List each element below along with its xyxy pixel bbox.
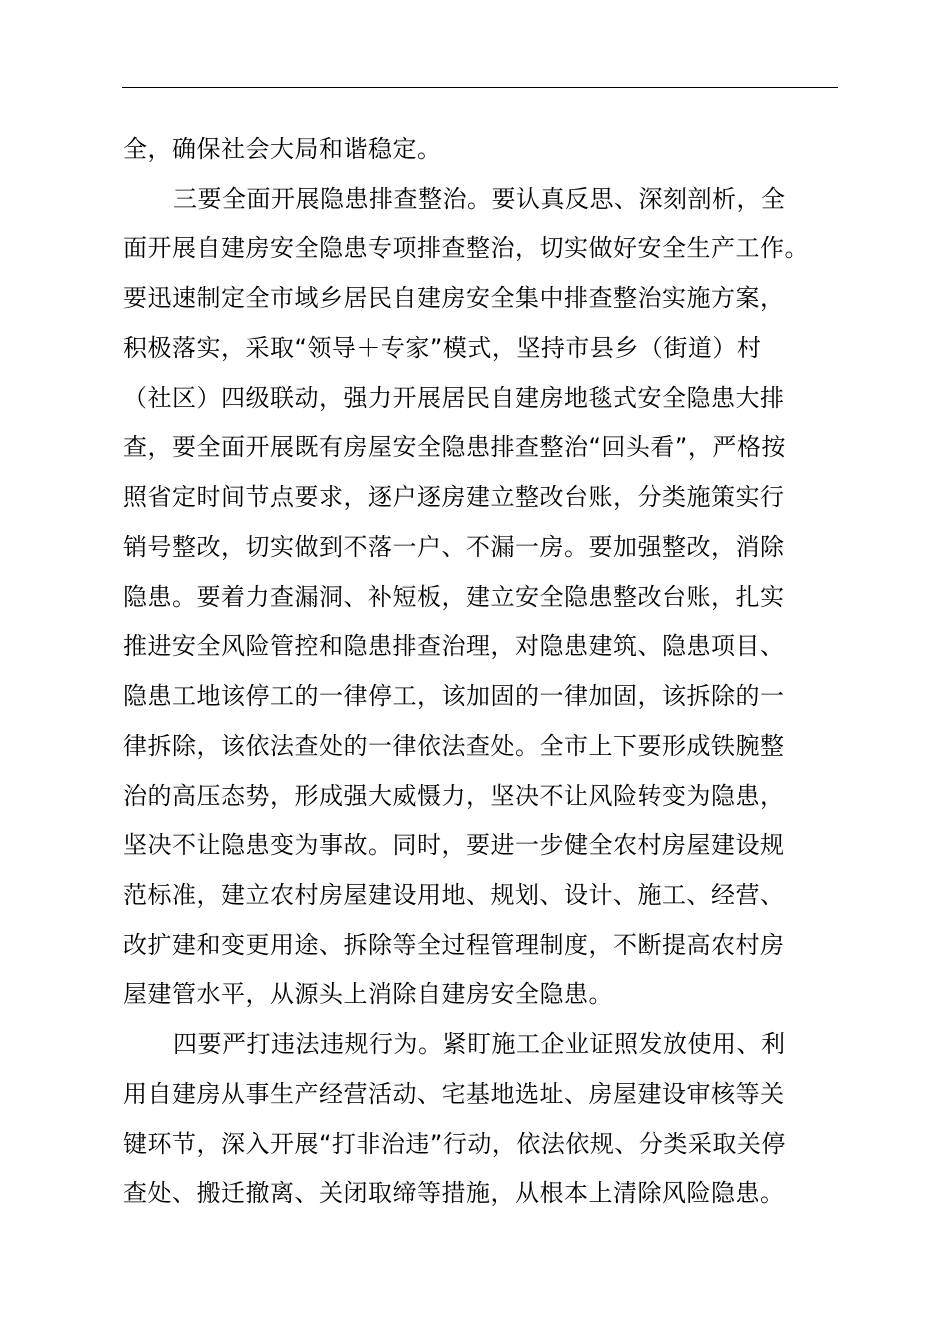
- paragraph-line: 面开展自建房安全隐患专项排查整治，切实做好安全生产工作。: [123, 234, 809, 262]
- paragraph-line: 治的高压态势，形成强大威慑力，坚决不让风险转变为隐患，: [123, 782, 785, 810]
- paragraph-line: 隐患工地该停工的一律停工，该加固的一律加固，该拆除的一: [123, 682, 785, 710]
- paragraph-line: 照省定时间节点要求，逐户逐房建立整改台账，分类施策实行: [123, 483, 785, 511]
- paragraph-line: 要迅速制定全市域乡居民自建房安全集中排查整治实施方案，: [123, 284, 785, 312]
- paragraph-line: 用自建房从事生产经营活动、宅基地选址、房屋建设审核等关: [123, 1080, 785, 1108]
- paragraph-line: 销号整改，切实做到不落一户、不漏一房。要加强整改，消除: [123, 533, 785, 561]
- paragraph-line: 隐患。要着力查漏洞、补短板，建立安全隐患整改台账，扎实: [123, 583, 785, 611]
- paragraph-line: 律拆除，该依法查处的一律依法查处。全市上下要形成铁腕整: [123, 732, 785, 760]
- paragraph-line: （社区）四级联动，强力开展居民自建房地毯式安全隐患大排: [123, 384, 785, 412]
- header-rule: [122, 87, 838, 88]
- paragraph-line: 查，要全面开展既有房屋安全隐患排查整治“回头看”，严格按: [123, 433, 786, 461]
- paragraph-line: 坚决不让隐患变为事故。同时，要进一步健全农村房屋建设规: [123, 831, 785, 859]
- paragraph-line: 全，确保社会大局和谐稳定。: [123, 135, 442, 163]
- paragraph-line: 查处、搬迁撤离、关闭取缔等措施，从根本上清除风险隐患。: [123, 1179, 785, 1207]
- paragraph-line: 推进安全风险管控和隐患排查治理，对隐患建筑、隐患项目、: [123, 632, 785, 660]
- paragraph-line: 范标准，建立农村房屋建设用地、规划、设计、施工、经营、: [123, 881, 785, 909]
- paragraph-line: 键环节，深入开展“打非治违”行动，依法依规、分类采取关停: [123, 1130, 786, 1158]
- paragraph-line: 屋建管水平，从源头上消除自建房安全隐患。: [123, 980, 613, 1008]
- paragraph-line: 改扩建和变更用途、拆除等全过程管理制度，不断提高农村房: [123, 931, 785, 959]
- paragraph-line: 积极落实，采取“领导＋专家”模式，坚持市县乡（街道）村: [123, 334, 762, 362]
- paragraph-first-line: 三要全面开展隐患排查整治。要认真反思、深刻剖析，全: [173, 185, 786, 213]
- paragraph-first-line: 四要严打违法违规行为。紧盯施工企业证照发放使用、利: [173, 1030, 786, 1058]
